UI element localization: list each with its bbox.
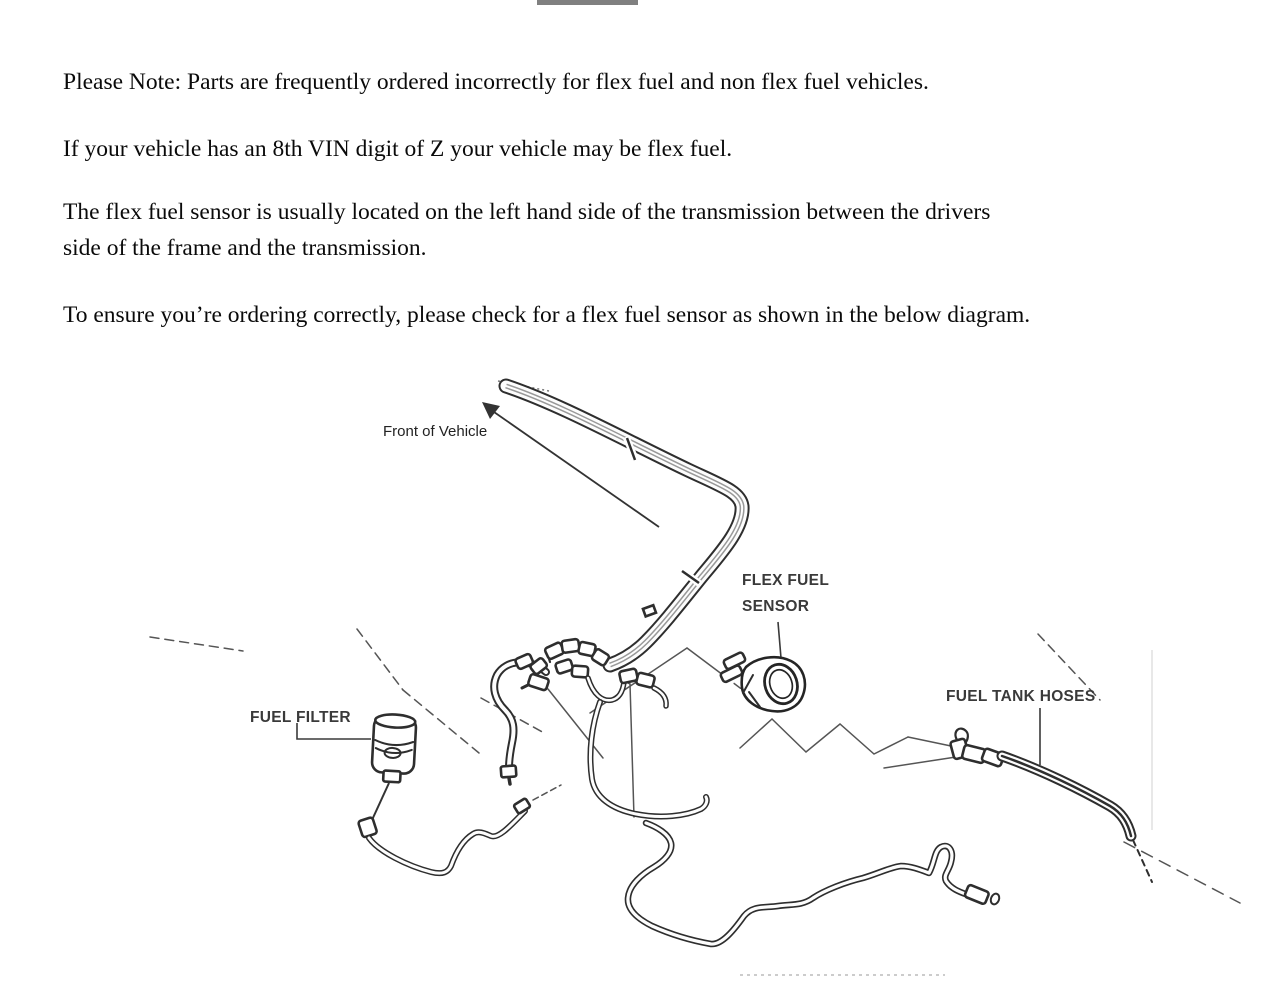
frame-reference-lines — [150, 629, 1240, 975]
flex-fuel-sensor-label-line2: SENSOR — [742, 598, 810, 615]
note-paragraph-4: To ensure you’re ordering correctly, please check for a flex fuel sensor as shown in the below diagram. — [63, 302, 1031, 328]
flex-fuel-sensor-label — [742, 568, 829, 620]
left-fitting — [522, 674, 549, 691]
fuel-filter-part — [297, 713, 417, 837]
filter-outlet-pipe — [369, 785, 561, 873]
flex-fuel-sensor-leader-line — [778, 622, 781, 658]
mid-fuel-pipe — [590, 702, 706, 816]
fuel-tank-hoses-part — [950, 708, 1152, 882]
front-of-vehicle-label: Front of Vehicle — [383, 423, 488, 440]
note-paragraph-3-line2: side of the frame and the transmission. — [63, 235, 427, 261]
note-paragraph-3-line1: The flex fuel sensor is usually located on the left hand side of the transmission between the drivers — [63, 199, 991, 225]
fuel-filter-label: FUEL FILTER — [250, 709, 351, 726]
flex-fuel-sensor-label-line1: FLEX FUEL — [742, 572, 830, 589]
fuel-line-bundle — [498, 381, 742, 665]
fuel-tank-hoses-label: FUEL TANK HOSES — [946, 688, 1096, 705]
rear-fuel-pipe — [628, 823, 1001, 944]
line-clip — [643, 605, 656, 616]
note-paragraph-1: Please Note: Parts are frequently ordered incorrectly for flex fuel and non flex fuel vehicles. — [63, 69, 929, 95]
flex-fuel-sensor-part — [720, 622, 805, 711]
note-paragraph-2: If your vehicle has an 8th VIN digit of Z your vehicle may be flex fuel. — [63, 136, 733, 162]
quick-connect-couplings — [544, 639, 610, 678]
supply-hose — [494, 653, 548, 784]
